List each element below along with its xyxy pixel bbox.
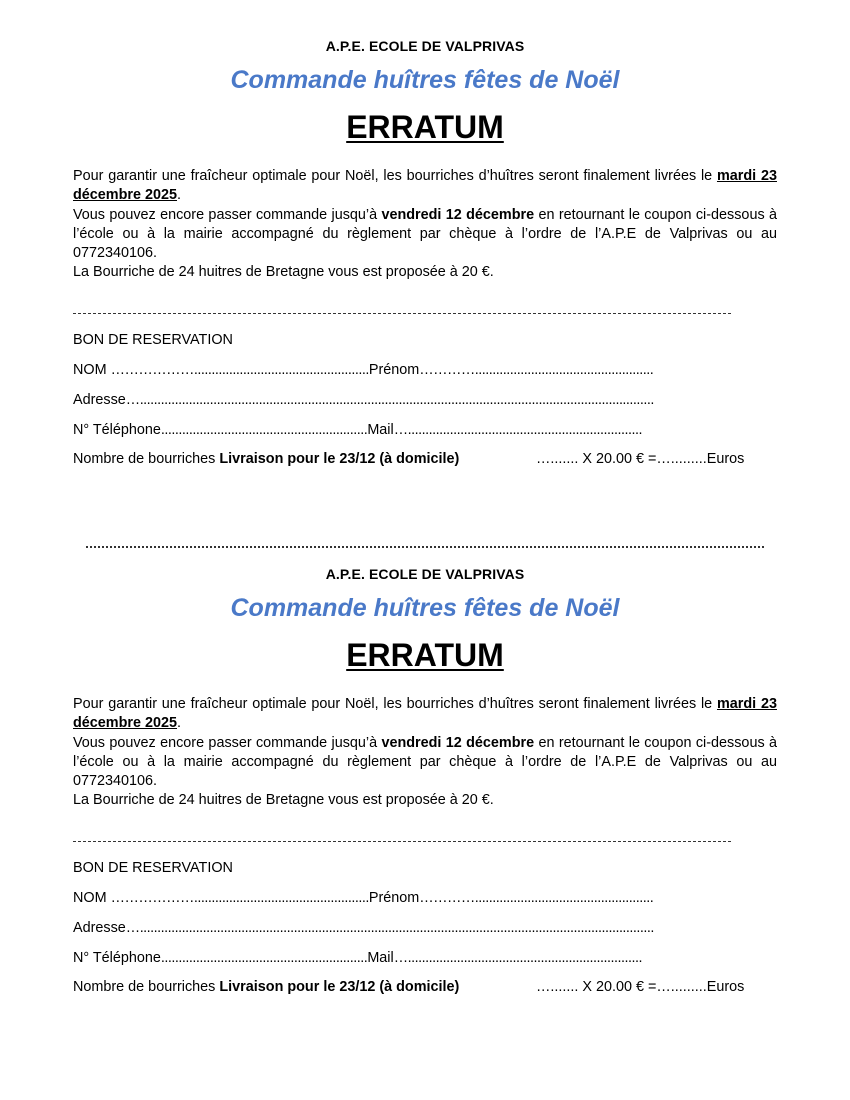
prenom-label: Prénom — [368, 890, 420, 906]
order-deadline: vendredi 12 décembre — [381, 734, 535, 751]
prenom-label: Prénom — [368, 362, 420, 378]
delivery-label: Livraison pour le 23/12 (à domicile) — [219, 979, 460, 995]
quantity-label: Nombre de bourriches — [73, 979, 220, 995]
delivery-text: Pour garantir une fraîcheur optimale pour Noël, les bourriches d’huîtres seront finalement livrées le — [73, 696, 717, 712]
adresse-label: Adresse — [73, 392, 126, 408]
mail-field[interactable]: …................................................................... — [393, 422, 642, 438]
delivery-date: mardi 23 décembre 2025 — [73, 168, 777, 204]
paragraph-delivery — [73, 167, 777, 206]
order-text: Vous pouvez encore passer commande jusqu’à — [73, 734, 382, 751]
quantity-label: Nombre de bourriches — [73, 451, 220, 467]
order-deadline: vendredi 12 décembre — [381, 206, 535, 223]
telephone-label: N° Téléphone — [73, 950, 161, 966]
field-telephone-mail[interactable] — [73, 950, 773, 966]
dashed-separator — [73, 313, 731, 314]
order-text: Vous pouvez encore passer commande jusqu’à — [73, 206, 382, 223]
erratum-heading: ERRATUM — [346, 109, 504, 145]
paragraph-order — [73, 206, 777, 264]
nom-field[interactable]: ……………….................................................. — [110, 362, 369, 378]
price-calculation-field[interactable]: …....... X 20.00 € =….........Euros — [536, 979, 745, 995]
nom-label: NOM — [73, 362, 111, 378]
delivery-date: mardi 23 décembre 2025 — [73, 696, 777, 732]
erratum-heading: ERRATUM — [346, 637, 504, 673]
prenom-field[interactable]: …………................................................... — [419, 890, 654, 906]
paragraph-price: La Bourriche de 24 huitres de Bretagne vous est proposée à 20 €. — [73, 792, 494, 809]
delivery-text: Pour garantir une fraîcheur optimale pour Noël, les bourriches d’huîtres seront finalement livrées le — [73, 168, 717, 184]
adresse-field[interactable]: …................................................................................................................................................... — [125, 920, 654, 936]
field-quantity[interactable] — [73, 451, 773, 467]
mail-field[interactable]: …................................................................... — [393, 950, 642, 966]
dashed-separator — [73, 841, 731, 842]
announcement-text — [73, 167, 777, 283]
nom-field[interactable]: ……………….................................................. — [110, 890, 369, 906]
delivery-label: Livraison pour le 23/12 (à domicile) — [219, 451, 460, 467]
paragraph-delivery — [73, 695, 777, 734]
telephone-field[interactable]: ........................................................... — [160, 422, 368, 438]
form-heading: BON DE RESERVATION — [73, 860, 233, 876]
adresse-field[interactable]: …................................................................................................................................................... — [125, 392, 654, 408]
form-heading: BON DE RESERVATION — [73, 332, 233, 348]
field-adresse[interactable] — [73, 920, 773, 936]
field-nom-prenom[interactable] — [73, 890, 773, 906]
telephone-field[interactable]: ........................................................... — [160, 950, 368, 966]
field-telephone-mail[interactable] — [73, 422, 773, 438]
telephone-label: N° Téléphone — [73, 422, 161, 438]
field-adresse[interactable] — [73, 392, 773, 408]
delivery-end: . — [177, 187, 182, 204]
paragraph-order — [73, 734, 777, 792]
delivery-end: . — [177, 715, 182, 732]
page-title: Commande huîtres fêtes de Noël — [230, 66, 620, 94]
mail-label: Mail — [367, 950, 394, 966]
paragraph-price: La Bourriche de 24 huitres de Bretagne vous est proposée à 20 €. — [73, 264, 494, 281]
mail-label: Mail — [367, 422, 394, 438]
price-calculation-field[interactable]: …....... X 20.00 € =….........Euros — [536, 451, 745, 467]
adresse-label: Adresse — [73, 920, 126, 936]
field-nom-prenom[interactable] — [73, 362, 773, 378]
organization-name: A.P.E. ECOLE DE VALPRIVAS — [325, 566, 525, 582]
page-title: Commande huîtres fêtes de Noël — [230, 594, 620, 622]
organization-name: A.P.E. ECOLE DE VALPRIVAS — [325, 38, 525, 54]
prenom-field[interactable]: …………................................................... — [419, 362, 654, 378]
order-text-end: en retournant le coupon ci-dessous à l’école ou à la mairie accompagné du règlement par chèque à l’ordre de l’A.P.E de Valprivas ou au 0772340106. — [73, 206, 777, 262]
nom-label: NOM — [73, 890, 111, 906]
cut-line-separator — [86, 546, 764, 548]
announcement-text — [73, 695, 777, 811]
field-quantity[interactable] — [73, 979, 773, 995]
order-text-end: en retournant le coupon ci-dessous à l’école ou à la mairie accompagné du règlement par chèque à l’ordre de l’A.P.E de Valprivas ou au 0772340106. — [73, 734, 777, 790]
